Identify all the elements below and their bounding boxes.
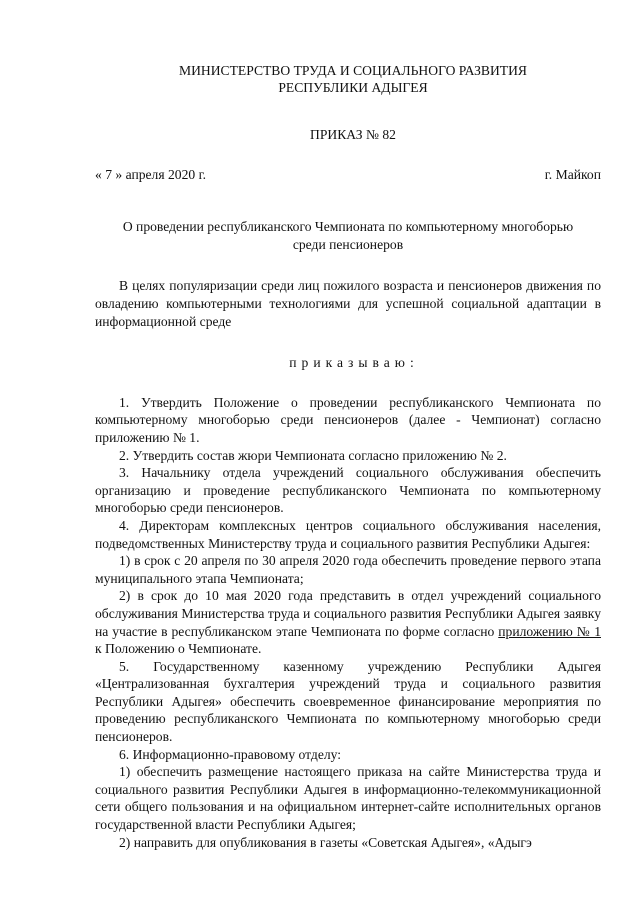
ministry-name-line2: РЕСПУБЛИКИ АДЫГЕЯ bbox=[278, 80, 428, 95]
item-4-1: 1) в срок с 20 апреля по 30 апреля 2020 года обеспечить проведение первого этапа муниципального этапа Чемпионата; bbox=[95, 553, 601, 586]
item-6: 6. Информационно-правовому отделу: bbox=[119, 746, 342, 762]
preamble-text: В целях популяризации среди лиц пожилого возраста и пенсионеров движения по овладению компьютерными технологиями для успешной социальной адаптации в информационной среде bbox=[95, 278, 601, 330]
item-3: 3. Начальнику отдела учреждений социального обслуживания обеспечить организацию и проведение республиканского Чемпионата по компьютерному многоборью среди пенсионеров. bbox=[95, 465, 601, 516]
preamble bbox=[95, 277, 601, 331]
ministry-name-line1: МИНИСТЕРСТВО ТРУДА И СОЦИАЛЬНОГО РАЗВИТИЯ bbox=[179, 63, 527, 78]
item-4: 4. Директорам комплексных центров социального обслуживания населения, подведомственных Министерству труда и социального развития Республики Адыгея: bbox=[95, 517, 601, 551]
subject-line1: О проведении республиканского Чемпионата по компьютерному многоборью bbox=[122, 219, 574, 235]
appendix-link: приложению № 1 bbox=[498, 623, 601, 639]
item-4-2 bbox=[95, 587, 601, 657]
item-4-2-tail: к Положению о Чемпионате. bbox=[95, 641, 262, 657]
item-1: 1. Утвердить Положение о проведении республиканского Чемпионата по компьютерному многоборью среди пенсионеров (далее - Чемпионат) согласно приложению № 1. bbox=[95, 394, 601, 445]
item-5: 5. Государственному казенному учреждению Республики Адыгея «Централизованная бухгалтерия учреждений труда и социального развития Республики Адыгея» обеспечить своевременное финансирование мероприятия по проведению республиканского Чемпионата по компьютерному многоборью среди пенсионеров. bbox=[95, 658, 601, 745]
ministry-header bbox=[105, 0, 601, 96]
order-subject bbox=[95, 218, 601, 254]
order-number: ПРИКАЗ № 82 bbox=[310, 127, 396, 142]
item-6-1: 1) обеспечить размещение настоящего приказа на сайте Министерства труда и социального развития Республики Адыгея в информационно-телекоммуникационной сети общего пользования и на официальном интернет-сайте исполнительных органов государственной власти Республики Адыгея; bbox=[95, 764, 601, 833]
item-6-2: 2) направить для опубликования в газеты «Советская Адыгея», «Адыгэ bbox=[119, 834, 532, 850]
item-4-2-text: 2) в срок до 10 мая 2020 года представить в отдел учреждений социального обслуживания Министерства труда и социального развития Республики Адыгея заявку на участие в республиканском этапе Чемпионата по форме согласно bbox=[95, 588, 601, 639]
order-body bbox=[95, 394, 601, 851]
order-date: « 7 » апреля 2020 г. bbox=[95, 166, 207, 182]
date-line bbox=[95, 166, 601, 184]
item-2: 2. Утвердить состав жюри Чемпионата согласно приложению № 2. bbox=[119, 447, 507, 463]
order-city: г. Майкоп bbox=[544, 166, 601, 182]
subject-line2: среди пенсионеров bbox=[292, 237, 404, 253]
order-word: приказываю: bbox=[289, 355, 419, 371]
